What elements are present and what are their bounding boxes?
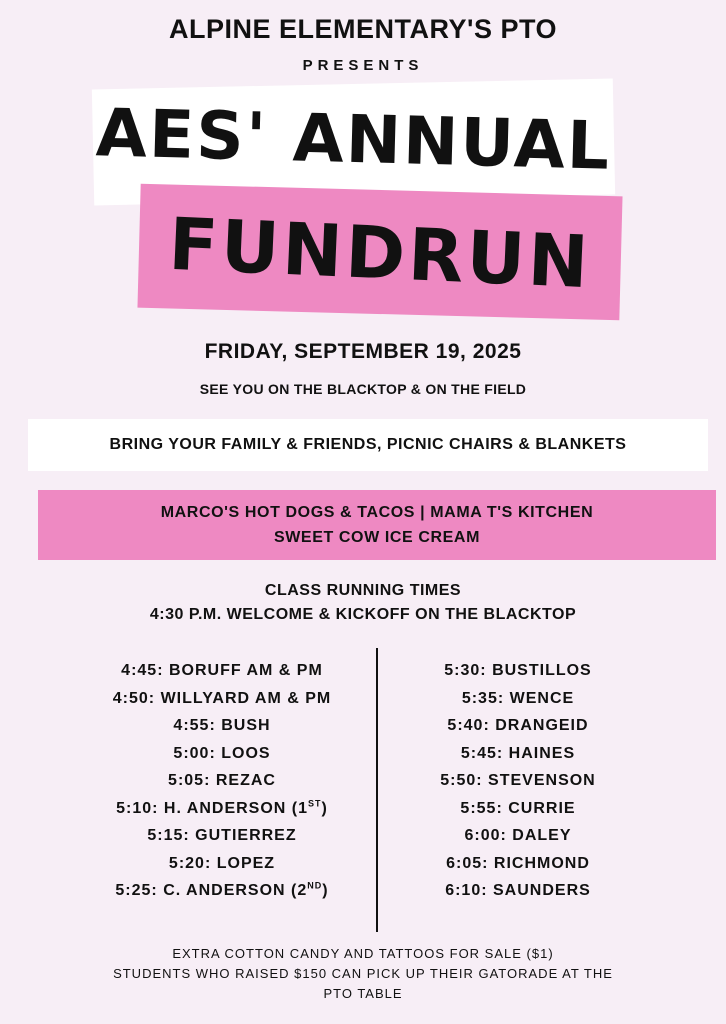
event-date: FRIDAY, SEPTEMBER 19, 2025 [204, 340, 522, 363]
bring-note: BRING YOUR FAMILY & FRIENDS, PICNIC CHAIRS & BLANKETS [109, 436, 627, 453]
schedule-slot: 4:45: BORUFF AM & PM [121, 662, 323, 679]
schedule-slot: 5:25: C. ANDERSON (2ND) [115, 880, 329, 899]
schedule-slot: 5:15: GUTIERREZ [147, 827, 297, 844]
vendor-line-1: MARCO'S HOT DOGS & TACOS | MAMA T'S KITCHEN [160, 504, 594, 521]
kickoff-time: 4:30 P.M. WELCOME & KICKOFF ON THE BLACKTOP [149, 606, 577, 623]
schedule-heading: CLASS RUNNING TIMES [264, 582, 462, 599]
schedule-slot: 5:50: STEVENSON [440, 772, 596, 789]
schedule-slot: 5:45: HAINES [460, 744, 576, 762]
schedule-slot: 6:10: SAUNDERS [445, 882, 591, 899]
vendor-banner [38, 490, 716, 560]
schedule-slot: 5:10: H. ANDERSON (1ST) [116, 798, 328, 817]
footer-line-2: STUDENTS WHO RAISED $150 CAN PICK UP THEIR GATORADE AT THE [113, 966, 613, 981]
schedule-slot: 5:00: LOOS [173, 744, 271, 762]
organization-heading: ALPINE ELEMENTARY'S PTO [169, 14, 557, 44]
schedule-slot: 5:40: DRANGEID [447, 717, 589, 734]
schedule-slot: 5:35: WENCE [461, 689, 575, 707]
schedule-right-column [368, 657, 668, 905]
vendor-line-2: SWEET COW ICE CREAM [273, 529, 481, 546]
schedule-slot: 5:20: LOPEZ [168, 854, 276, 872]
presents-label: PRESENTS [302, 57, 424, 74]
schedule-slot: 5:55: CURRIE [460, 799, 576, 817]
event-title-line2: FUNDRUN [166, 201, 594, 305]
schedule-slot: 6:00: DALEY [464, 827, 572, 844]
schedule-slot: 4:55: BUSH [173, 717, 271, 734]
schedule-slot: 5:30: BUSTILLOS [444, 662, 592, 679]
event-title-line1: AES' ANNUAL [95, 94, 612, 185]
schedule-slot: 4:50: WILLYARD AM & PM [112, 689, 332, 707]
footer-line-3: PTO TABLE [323, 986, 403, 1001]
location-note: SEE YOU ON THE BLACKTOP & ON THE FIELD [199, 381, 527, 397]
schedule-slot: 5:05: REZAC [168, 772, 276, 789]
schedule-slot: 6:05: RICHMOND [446, 854, 590, 872]
schedule-left-column [72, 657, 372, 905]
footer-line-1: EXTRA COTTON CANDY AND TATTOOS FOR SALE ($1) [172, 946, 554, 961]
